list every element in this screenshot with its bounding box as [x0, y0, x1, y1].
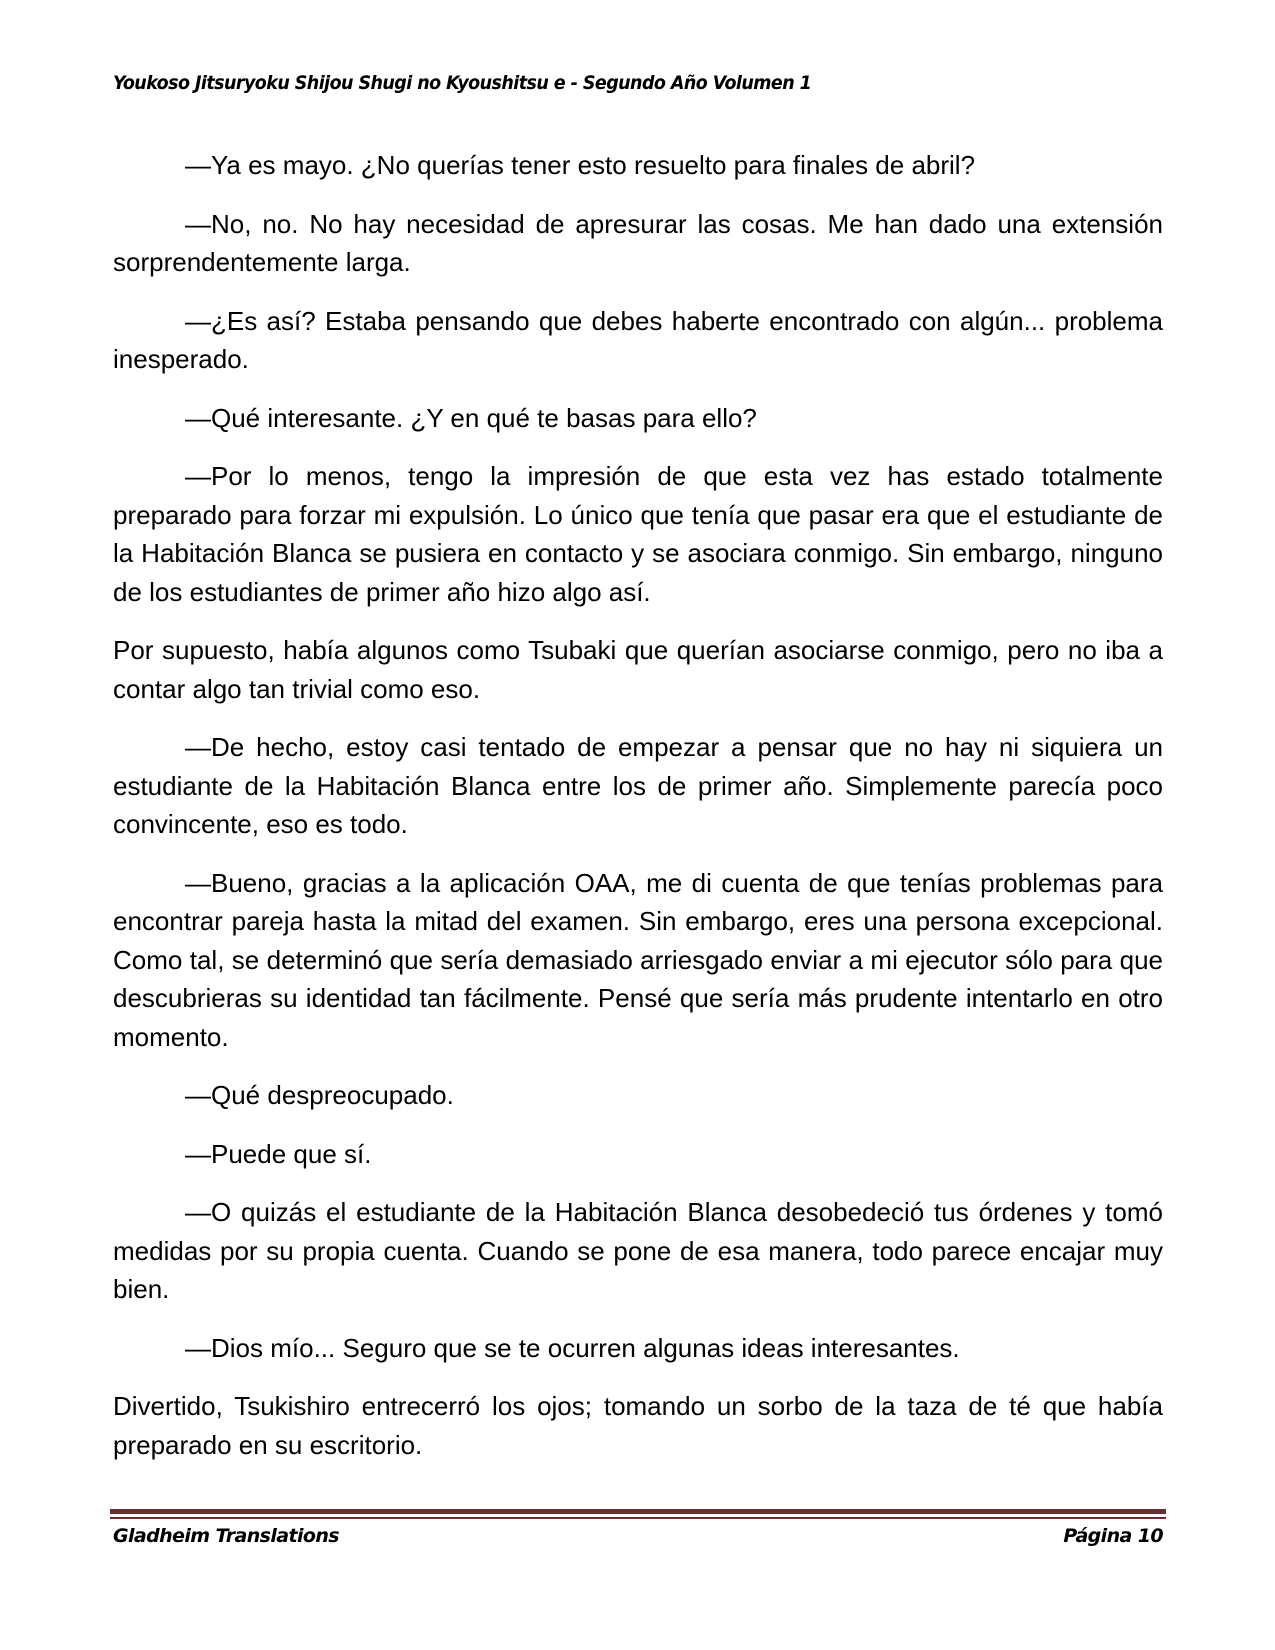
- paragraph: Divertido, Tsukishiro entrecerró los ojos; tomando un sorbo de la taza de té que había preparado en su escritorio.: [113, 1391, 1163, 1460]
- paragraph: —Puede que sí.: [185, 1138, 372, 1169]
- paragraph: —Qué despreocupado.: [185, 1080, 454, 1110]
- footer-divider-thick: [110, 1509, 1166, 1514]
- paragraph: —Ya es mayo. ¿No querías tener esto resuelto para finales de abril?: [185, 150, 976, 180]
- paragraph: —¿Es así? Estaba pensando que debes haberte encontrado con algún... problema inesperado.: [113, 305, 1163, 374]
- paragraph: —No, no. No hay necesidad de apresurar las cosas. Me han dado una extensión sorprendentemente larga.: [113, 208, 1163, 277]
- running-footer: [113, 1525, 1163, 1547]
- paragraph: —Qué interesante. ¿Y en qué te basas para ello?: [185, 402, 757, 433]
- paragraph: —Bueno, gracias a la aplicación OAA, me di cuenta de que tenías problemas para encontrar pareja hasta la mitad del examen. Sin embargo, eres una persona excepcional. Como tal, se determinó que sería demasiado arriesgado enviar a mi ejecutor sólo para que descubrieras su identidad tan fácilmente. Pensé que sería más prudente intentarlo en otro momento.: [113, 867, 1163, 1052]
- page-body: [113, 146, 1163, 1484]
- paragraph: —Dios mío... Seguro que se te ocurren algunas ideas interesantes.: [185, 1332, 960, 1363]
- paragraph: —O quizás el estudiante de la Habitación Blanca desobedeció tus órdenes y tomó medidas por su propia cuenta. Cuando se pone de esa manera, todo parece encajar muy bien.: [113, 1197, 1163, 1304]
- paragraph: —Por lo menos, tengo la impresión de que esta vez has estado totalmente preparado para forzar mi expulsión. Lo único que tenía que pasar era que el estudiante de la Habitación Blanca se pusiera en contacto y se asociara conmigo. Sin embargo, ninguno de los estudiantes de primer año hizo algo así.: [113, 461, 1163, 607]
- page-number: Página 10: [1063, 1525, 1163, 1547]
- paragraph: —De hecho, estoy casi tentado de empezar a pensar que no hay ni siquiera un estudiante de la Habitación Blanca entre los de primer año. Simplemente parecía poco convincente, eso es todo.: [113, 732, 1163, 839]
- paragraph: Por supuesto, había algunos como Tsubaki que querían asociarse conmigo, pero no iba a contar algo tan trivial como eso.: [113, 635, 1163, 704]
- running-header: Youkoso Jitsuryoku Shijou Shugi no Kyoushitsu e - Segundo Año Volumen 1: [113, 72, 812, 94]
- footer-publisher: Gladheim Translations: [113, 1525, 339, 1547]
- footer-divider-thin: [110, 1517, 1166, 1519]
